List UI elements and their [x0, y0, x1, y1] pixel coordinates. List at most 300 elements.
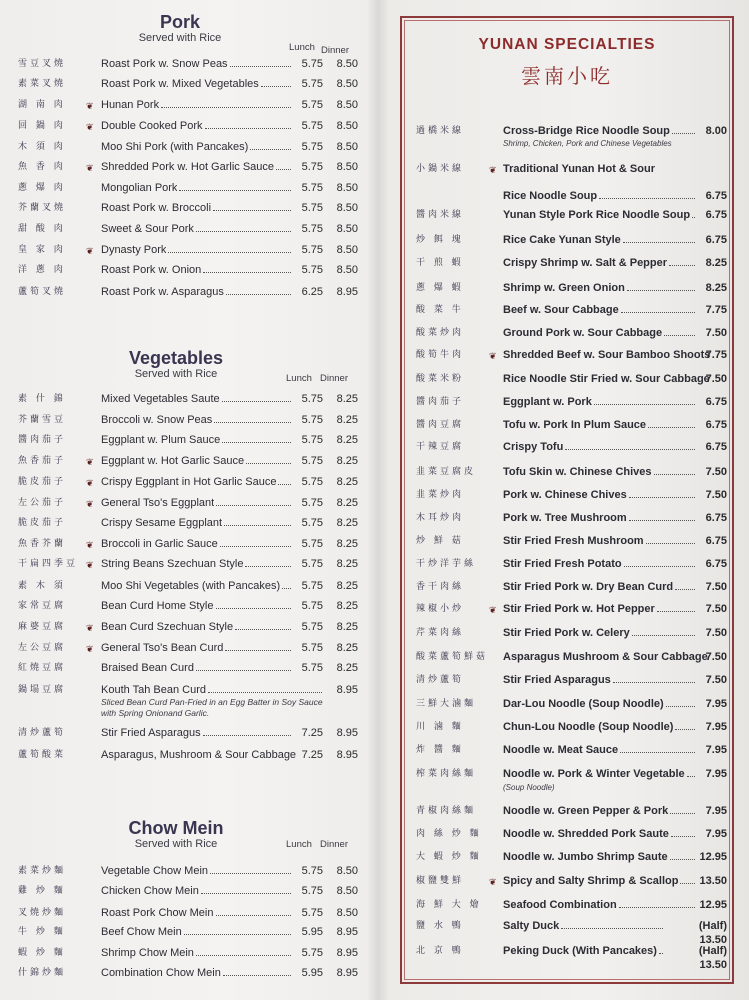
lunch-price: 5.75 — [301, 642, 323, 654]
item-price: 8.25 — [705, 257, 727, 269]
leader-dots — [246, 463, 291, 464]
item-chinese-name: 什錦炒麵 — [18, 968, 67, 978]
lunch-price: 5.75 — [301, 393, 323, 405]
item-name: Pork w. Tree Mushroom — [503, 512, 627, 524]
item-price: 7.50 — [705, 466, 727, 478]
specialty-item — [0, 348, 749, 368]
item-chinese-name: 干炒洋芋絲 — [416, 559, 477, 569]
spicy-icon: ❦ — [86, 246, 94, 256]
item-chinese-name: 家常豆腐 — [18, 601, 67, 611]
dinner-price: 8.25 — [336, 414, 358, 426]
pork-title: Pork — [159, 12, 201, 32]
item-price: (Half) 13.50 — [698, 945, 727, 971]
specialty-item — [0, 256, 749, 276]
dinner-price: 8.50 — [336, 907, 358, 919]
item-chinese-name: 魚香芥蘭 — [18, 539, 67, 549]
item-name: Bean Curd Szechuan Style — [101, 621, 234, 633]
item-name: Shredded Pork w. Hot Garlic Sauce — [101, 161, 275, 173]
item-price: (Half) 13.50 — [698, 920, 727, 946]
spicy-icon: ❦ — [86, 101, 94, 111]
spicy-icon: ❦ — [86, 457, 94, 467]
spicy-icon: ❦ — [86, 623, 94, 633]
leader-dots — [620, 752, 695, 753]
item-name: Bean Curd Home Style — [101, 600, 214, 612]
lunch-price: 5.75 — [301, 161, 323, 173]
lunch-price: 5.75 — [301, 517, 323, 529]
item-chinese-name: 小鍋米線 — [416, 164, 465, 174]
item-chinese-name: 鹽 水 鴨 — [416, 921, 464, 931]
item-name: Stir Fried Asparagus — [503, 674, 611, 686]
item-price: 7.95 — [705, 744, 727, 756]
item-chinese-name: 叉燒炒麵 — [18, 908, 67, 918]
item-price: 6.75 — [705, 209, 727, 221]
yunan-title-chinese: 雲南小吃 — [521, 64, 613, 88]
item-chinese-name: 清炒蘆筍 — [18, 728, 67, 738]
item-chinese-name: 芥蘭雪豆 — [18, 415, 67, 425]
item-name: Stir Fried Fresh Mushroom — [503, 535, 644, 547]
specialty-item — [0, 395, 749, 415]
lunch-price: 5.75 — [301, 558, 323, 570]
dinner-price: 8.25 — [336, 662, 358, 674]
spicy-icon: ❦ — [489, 605, 497, 615]
item-price: 13.50 — [699, 875, 727, 887]
item-chinese-name: 素 什 錦 — [18, 394, 66, 404]
lunch-price: 6.25 — [301, 286, 323, 298]
item-name: Asparagus Mushroom & Sour Cabbage — [503, 651, 708, 663]
item-chinese-name: 蝦 炒 麵 — [18, 948, 66, 958]
dinner-price: 8.50 — [336, 223, 358, 235]
cross-bridge-note: Shrimp, Chicken, Pork and Chinese Vegetables — [503, 139, 672, 148]
lunch-price: 5.75 — [301, 455, 323, 467]
yunan-title: YUNAN SPECIALTIES — [478, 36, 656, 53]
item-chinese-name: 脆皮茄子 — [18, 477, 67, 487]
leader-dots — [594, 404, 695, 405]
item-price: 7.50 — [705, 373, 727, 385]
dinner-price: 8.50 — [336, 244, 358, 256]
chow-mein-subtitle: Served with Rice — [134, 838, 218, 850]
vegetables-dinner-label: Dinner — [320, 373, 348, 384]
specialty-item — [0, 898, 749, 918]
specialty-item — [0, 162, 749, 182]
item-chinese-name: 醬肉豆腐 — [416, 420, 465, 430]
spicy-icon: ❦ — [86, 644, 94, 654]
specialty-item — [0, 827, 749, 847]
vegetables-title: Vegetables — [128, 348, 224, 368]
specialty-item — [0, 720, 749, 740]
specialty-item — [0, 557, 749, 577]
item-name: Eggplant w. Hot Garlic Sauce — [101, 455, 245, 467]
dinner-price: 8.50 — [336, 161, 358, 173]
item-chinese-name: 鍋塌豆腐 — [18, 685, 67, 695]
item-name: Kouth Tah Bean Curd — [101, 684, 206, 696]
spicy-icon: ❦ — [86, 540, 94, 550]
item-name: Shrimp Chow Mein — [101, 947, 194, 959]
specialty-item — [0, 919, 749, 946]
item-chinese-name: 酸菜蘆筍鮮菇 — [416, 652, 489, 662]
lunch-price: 7.25 — [301, 727, 323, 739]
dinner-price: 8.50 — [336, 182, 358, 194]
spicy-icon: ❦ — [489, 877, 497, 887]
item-name: Tofu w. Pork In Plum Sauce — [503, 419, 647, 431]
item-chinese-name: 酸 菜 牛 — [416, 305, 464, 315]
specialty-item — [0, 488, 749, 508]
item-name: Roast Pork Chow Mein — [101, 907, 214, 919]
leader-dots — [565, 449, 695, 450]
leader-dots — [223, 975, 291, 976]
item-chinese-name: 韭菜豆腐皮 — [416, 467, 477, 477]
leader-dots — [654, 474, 695, 475]
item-chinese-name: 香干肉絲 — [416, 582, 465, 592]
specialty-item — [0, 440, 749, 460]
item-name: Crispy Tofu — [503, 441, 564, 453]
item-chinese-name: 芹菜肉絲 — [416, 628, 465, 638]
spicy-icon: ❦ — [86, 560, 94, 570]
dinner-price: 8.50 — [336, 202, 358, 214]
specialty-item — [0, 673, 749, 693]
item-chinese-name: 醬肉茄子 — [416, 397, 465, 407]
lunch-price: 5.75 — [301, 78, 323, 90]
item-chinese-name: 魚香茄子 — [18, 456, 67, 466]
item-name: Double Cooked Pork — [101, 120, 203, 132]
lunch-price: 5.75 — [301, 907, 323, 919]
item-name: String Beans Szechuan Style — [101, 558, 244, 570]
specialty-item — [0, 281, 749, 301]
dinner-price: 8.25 — [336, 600, 358, 612]
item-name: Pork w. Chinese Chives — [503, 489, 627, 501]
leader-dots — [261, 86, 291, 87]
lunch-price: 5.95 — [301, 926, 323, 938]
menu-item — [0, 77, 372, 97]
item-name: Roast Pork w. Onion — [101, 264, 202, 276]
lunch-price: 5.75 — [301, 580, 323, 592]
item-name: Rice Noodle Stir Fried w. Sour Cabbage — [503, 373, 710, 385]
item-chinese-name: 清炒蘆筍 — [416, 675, 465, 685]
kouth-tah-note: Sliced Bean Curd Pan-Fried in an Egg Batter in Soy Sauce with Spring Onionand Garlic. — [101, 697, 323, 718]
dinner-price: 8.25 — [336, 476, 358, 488]
leader-dots — [599, 198, 695, 199]
item-chinese-name: 辣椒小炒 — [416, 604, 465, 614]
item-name: Chicken Chow Mein — [101, 885, 199, 897]
item-chinese-name: 炒 餌 塊 — [416, 235, 464, 245]
item-chinese-name: 三鮮大滷麵 — [416, 699, 477, 709]
specialty-item — [0, 626, 749, 646]
leader-dots — [646, 543, 695, 544]
item-price: 12.95 — [699, 899, 727, 911]
leader-dots — [629, 520, 695, 521]
leader-dots — [196, 670, 291, 671]
item-name: Dynasty Pork — [101, 244, 167, 256]
item-name: General Tso's Bean Curd — [101, 642, 224, 654]
spicy-icon: ❦ — [489, 165, 497, 175]
item-price: 7.50 — [705, 327, 727, 339]
item-name: Rice Cake Yunan Style — [503, 234, 621, 246]
spicy-icon: ❦ — [489, 351, 497, 361]
dinner-price: 8.50 — [336, 78, 358, 90]
lunch-price: 5.75 — [301, 434, 323, 446]
item-name: Salty Duck — [503, 920, 560, 932]
item-name: Noodle w. Meat Sauce — [503, 744, 619, 756]
specialty-item — [0, 602, 749, 622]
leader-dots — [619, 907, 695, 908]
pork-subtitle: Served with Rice — [138, 32, 222, 44]
item-name: Vegetable Chow Mein — [101, 865, 209, 877]
item-chinese-name: 炒 鮮 菇 — [416, 536, 464, 546]
item-price: 7.95 — [705, 698, 727, 710]
item-chinese-name: 大 蝦 炒 麵 — [416, 852, 482, 862]
leader-dots — [250, 149, 291, 150]
item-name: Yunan Style Pork Rice Noodle Soup — [503, 209, 691, 221]
specialty-item — [0, 650, 749, 670]
dinner-price: 8.25 — [336, 497, 358, 509]
lunch-price: 5.75 — [301, 947, 323, 959]
leader-dots — [627, 290, 695, 291]
spicy-icon: ❦ — [86, 499, 94, 509]
item-chinese-name: 韭菜炒肉 — [416, 490, 465, 500]
lunch-price: 5.75 — [301, 885, 323, 897]
dinner-price: 8.50 — [336, 99, 358, 111]
dinner-price: 8.50 — [336, 141, 358, 153]
item-name: Noodle w. Green Pepper & Pork — [503, 805, 669, 817]
item-price: 6.75 — [705, 396, 727, 408]
lunch-price: 5.75 — [301, 621, 323, 633]
item-name: Broccoli w. Snow Peas — [101, 414, 213, 426]
item-price: 7.75 — [705, 304, 727, 316]
dinner-price: 8.25 — [336, 642, 358, 654]
item-chinese-name: 榨菜肉絲麵 — [416, 769, 477, 779]
vegetables-lunch-label: Lunch — [286, 373, 312, 384]
leader-dots — [621, 312, 695, 313]
item-price: 7.75 — [705, 349, 727, 361]
item-name: Eggplant w. Pork — [503, 396, 592, 408]
dinner-price: 8.25 — [336, 393, 358, 405]
pork-dinner-label: Dinner — [321, 45, 349, 56]
item-price: 8.25 — [705, 282, 727, 294]
item-chinese-name: 椒鹽雙鮮 — [416, 876, 465, 886]
specialty-item — [0, 418, 749, 438]
item-chinese-name: 雪豆叉燒 — [18, 59, 67, 69]
item-name: Roast Pork w. Snow Peas — [101, 58, 228, 70]
item-name: Roast Pork w. Asparagus — [101, 286, 224, 298]
item-chinese-name: 過橋米線 — [416, 126, 465, 136]
spicy-icon: ❦ — [86, 122, 94, 132]
item-chinese-name: 紅燒豆腐 — [18, 663, 67, 673]
specialty-item — [0, 233, 749, 253]
dinner-price: 8.25 — [336, 621, 358, 633]
chow-mein-lunch-label: Lunch — [286, 839, 312, 850]
lunch-price: 5.75 — [301, 264, 323, 276]
leader-dots — [629, 497, 695, 498]
specialty-item — [0, 534, 749, 554]
specialty-item — [0, 326, 749, 346]
item-chinese-name: 醬肉米線 — [416, 210, 465, 220]
lunch-price: 5.75 — [301, 223, 323, 235]
menu-item — [0, 57, 372, 77]
leader-dots — [659, 953, 663, 954]
item-name: Stir Fried Pork w. Hot Pepper — [503, 603, 655, 615]
item-name: Stir Fried Asparagus — [101, 727, 201, 739]
item-name: Shrimp w. Green Onion — [503, 282, 625, 294]
item-price: 7.50 — [705, 627, 727, 639]
item-name: Chun-Lou Noodle (Soup Noodle) — [503, 721, 674, 733]
item-chinese-name: 芥蘭叉燒 — [18, 203, 67, 213]
dinner-price: 8.50 — [336, 264, 358, 276]
item-price: 7.50 — [705, 581, 727, 593]
leader-dots — [632, 635, 695, 636]
dinner-price: 8.95 — [336, 947, 358, 959]
item-name: Crispy Eggplant in Hot Garlic Sauce — [101, 476, 277, 488]
item-name: Crispy Shrimp w. Salt & Pepper — [503, 257, 668, 269]
lunch-price: 5.75 — [301, 538, 323, 550]
specialty-item — [0, 372, 749, 392]
item-chinese-name: 左公茄子 — [18, 498, 67, 508]
item-price: 7.95 — [705, 768, 727, 780]
specialty-item — [0, 743, 749, 763]
lunch-price: 5.75 — [301, 202, 323, 214]
specialty-item — [0, 465, 749, 485]
dinner-price: 8.95 — [336, 286, 358, 298]
item-name: Stir Fried Fresh Potato — [503, 558, 622, 570]
lunch-price: 5.75 — [301, 120, 323, 132]
item-name: Traditional Yunan Hot & Sour — [503, 163, 655, 175]
dinner-price: 8.25 — [336, 455, 358, 467]
leader-dots — [230, 66, 291, 67]
winter-vegetable-note: (Soup Noodle) — [503, 783, 555, 792]
item-name: Crispy Sesame Eggplant — [101, 517, 223, 529]
specialty-item — [0, 767, 749, 787]
item-name: Spicy and Salty Shrimp & Scallop — [503, 875, 679, 887]
item-name: Noodle w. Jumbo Shrimp Saute — [503, 851, 668, 863]
item-chinese-name: 素菜叉燒 — [18, 79, 67, 89]
dinner-price: 8.95 — [336, 967, 358, 979]
item-name: Cross-Bridge Rice Noodle Soup — [503, 125, 670, 137]
item-chinese-name: 蔥 爆 肉 — [18, 183, 66, 193]
dinner-price: 8.95 — [336, 727, 358, 739]
item-chinese-name: 左公豆腐 — [18, 643, 67, 653]
specialty-item — [0, 804, 749, 824]
dinner-price: 8.25 — [336, 434, 358, 446]
item-chinese-name: 酸筍牛肉 — [416, 350, 465, 360]
lunch-price: 5.75 — [301, 497, 323, 509]
item-price: 7.50 — [705, 489, 727, 501]
item-chinese-name: 炸 醬 麵 — [416, 745, 464, 755]
item-name: Tofu Skin w. Chinese Chives — [503, 466, 652, 478]
leader-dots — [623, 242, 695, 243]
specialty-item — [0, 874, 749, 894]
lunch-price: 5.75 — [301, 414, 323, 426]
lunch-price: 5.75 — [301, 476, 323, 488]
item-name: Seafood Combination — [503, 899, 617, 911]
item-price: 12.95 — [699, 851, 727, 863]
dinner-price: 8.25 — [336, 538, 358, 550]
dinner-price: 8.95 — [336, 684, 358, 696]
item-price: 6.75 — [705, 419, 727, 431]
item-name: Broccoli in Garlic Sauce — [101, 538, 218, 550]
item-chinese-name: 海 鮮 大 燴 — [416, 900, 482, 910]
lunch-price: 5.75 — [301, 58, 323, 70]
item-chinese-name: 干 煎 蝦 — [416, 258, 464, 268]
item-chinese-name: 川 滷 麵 — [416, 722, 464, 732]
dinner-price: 8.50 — [336, 120, 358, 132]
item-name: Sweet & Sour Pork — [101, 223, 194, 235]
item-price: 6.75 — [705, 535, 727, 547]
menu-item — [0, 98, 372, 118]
item-name: Rice Noodle Soup — [503, 190, 598, 202]
item-name: Combination Chow Mein — [101, 967, 221, 979]
lunch-price: 7.25 — [301, 749, 323, 761]
dinner-price: 8.25 — [336, 517, 358, 529]
item-chinese-name: 干扁四季豆 — [18, 559, 79, 569]
dinner-price: 8.50 — [336, 885, 358, 897]
item-name: Shredded Beef w. Sour Bamboo Shoots — [503, 349, 711, 361]
chow-mein-title: Chow Mein — [128, 818, 224, 838]
leader-dots — [648, 427, 695, 428]
specialty-item — [0, 580, 749, 600]
item-name: Ground Pork w. Sour Cabbage — [503, 327, 663, 339]
dinner-price: 8.95 — [336, 926, 358, 938]
item-chinese-name: 木 須 肉 — [18, 142, 66, 152]
item-chinese-name: 酸菜米粉 — [416, 374, 465, 384]
item-name: Stir Fried Pork w. Dry Bean Curd — [503, 581, 674, 593]
dinner-price: 8.95 — [336, 749, 358, 761]
item-price: 7.95 — [705, 828, 727, 840]
item-chinese-name: 青椒肉絲麵 — [416, 806, 477, 816]
lunch-price: 5.75 — [301, 99, 323, 111]
item-chinese-name: 魚 香 肉 — [18, 162, 66, 172]
item-name: Braised Bean Curd — [101, 662, 194, 674]
item-chinese-name: 皇 家 肉 — [18, 245, 66, 255]
pork-lunch-label: Lunch — [289, 42, 315, 53]
item-price: 6.75 — [705, 190, 727, 202]
item-chinese-name: 蘆筍酸菜 — [18, 750, 67, 760]
specialty-item — [0, 511, 749, 531]
specialty-item — [0, 850, 749, 870]
item-chinese-name: 素 木 須 — [18, 581, 66, 591]
vegetables-subtitle: Served with Rice — [134, 368, 218, 380]
item-chinese-name: 蔥 爆 蝦 — [416, 283, 464, 293]
item-chinese-name: 干辣豆腐 — [416, 442, 465, 452]
item-chinese-name: 素菜炒麵 — [18, 866, 67, 876]
item-chinese-name: 牛 炒 麵 — [18, 927, 66, 937]
item-chinese-name: 肉 絲 炒 麵 — [416, 829, 482, 839]
item-price: 7.50 — [705, 603, 727, 615]
dinner-price: 8.25 — [336, 558, 358, 570]
dinner-price: 8.50 — [336, 865, 358, 877]
item-name: Mongolian Pork — [101, 182, 178, 194]
specialty-item — [0, 189, 749, 209]
menu-item — [0, 966, 372, 986]
item-name: Noodle w. Pork & Winter Vegetable — [503, 768, 685, 780]
specialty-item — [0, 303, 749, 323]
spicy-icon: ❦ — [86, 163, 94, 173]
item-name: Dar-Lou Noodle (Soup Noodle) — [503, 698, 664, 710]
item-chinese-name: 脆皮茄子 — [18, 518, 67, 528]
item-price: 7.50 — [705, 651, 727, 663]
item-name: Roast Pork w. Mixed Vegetables — [101, 78, 259, 90]
item-price: 7.95 — [705, 805, 727, 817]
item-name: Hunan Pork — [101, 99, 160, 111]
leader-dots — [161, 107, 291, 108]
lunch-price: 5.75 — [301, 182, 323, 194]
item-chinese-name: 醬肉茄子 — [18, 435, 67, 445]
item-name: Noodle w. Shredded Pork Saute — [503, 828, 669, 840]
item-chinese-name: 木耳炒肉 — [416, 513, 465, 523]
lunch-price: 5.75 — [301, 865, 323, 877]
item-price: 7.95 — [705, 721, 727, 733]
item-price: 6.75 — [705, 558, 727, 570]
lunch-price: 5.95 — [301, 967, 323, 979]
item-chinese-name: 湖 南 肉 — [18, 100, 66, 110]
leader-dots — [613, 682, 695, 683]
